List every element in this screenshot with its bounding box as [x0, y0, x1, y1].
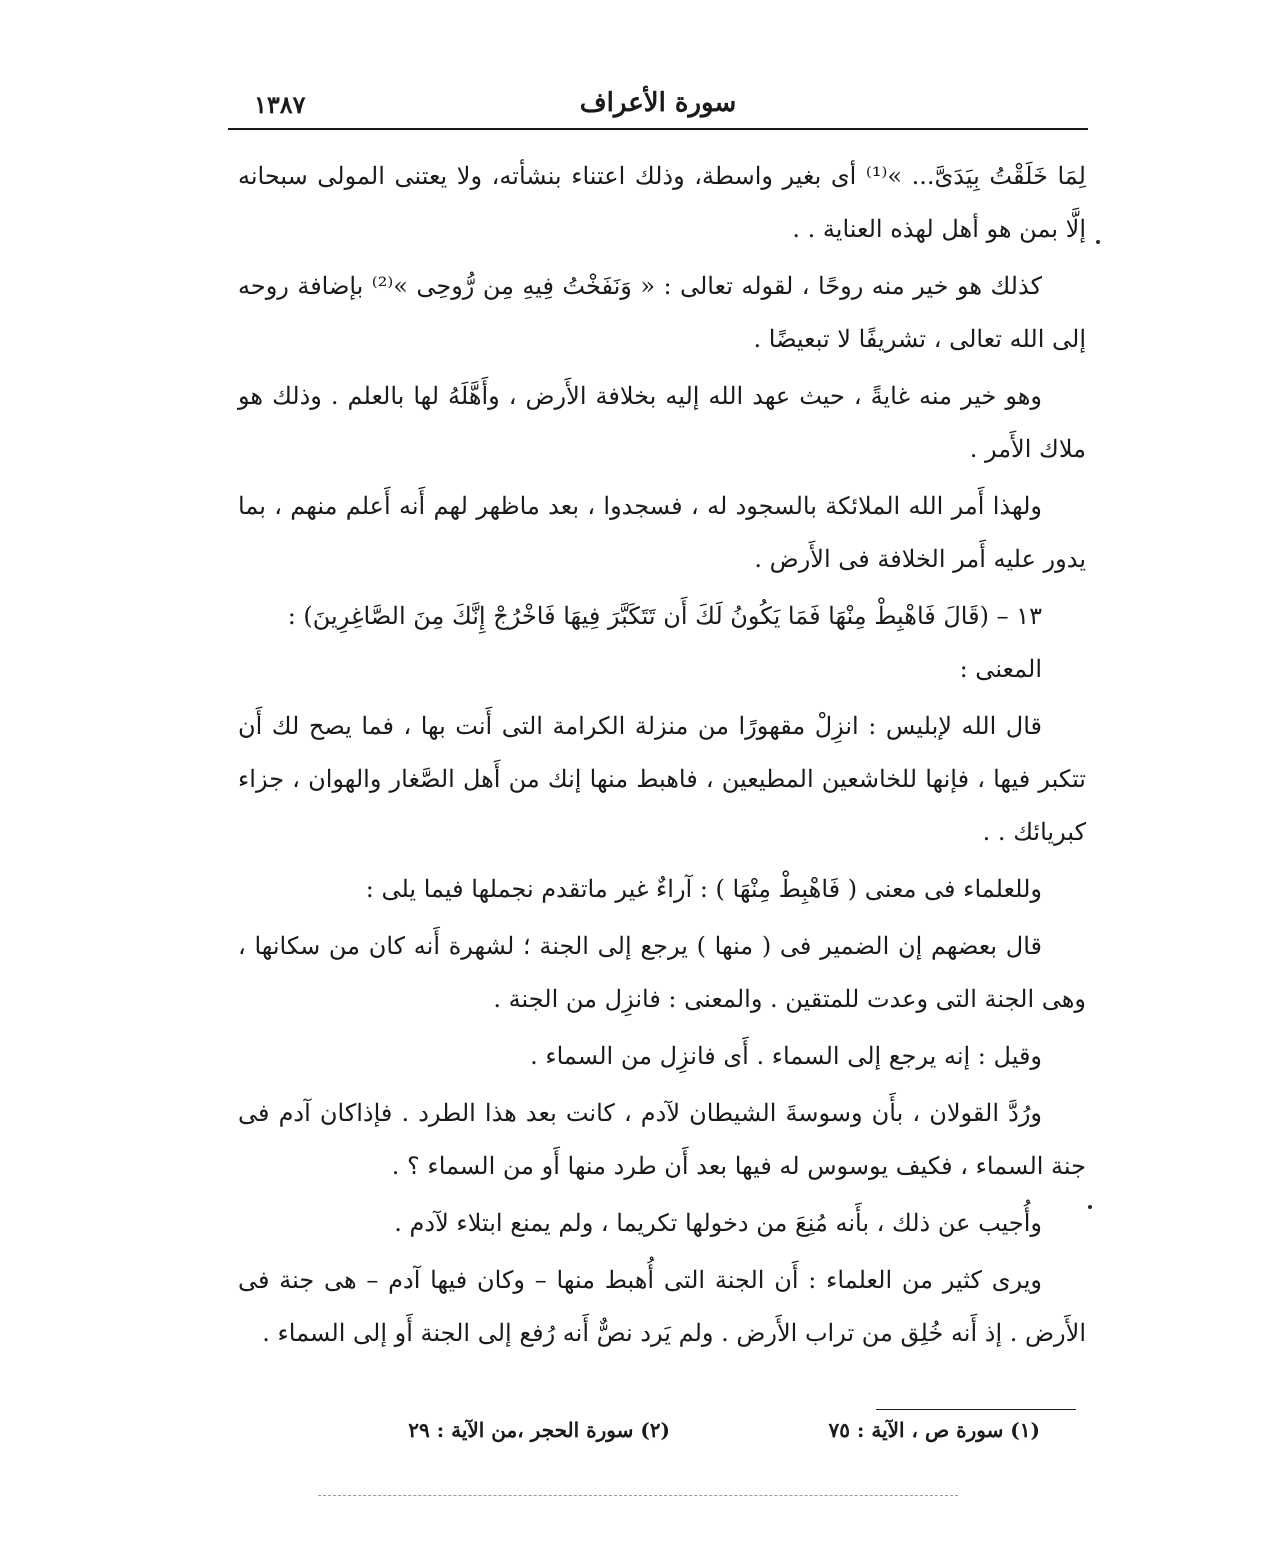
paragraph: وللعلماء فى معنى ( فَاهْبِطْ مِنْهَا ) : آراءٌ غير ماتقدم نجملها فيما يلى : [365, 875, 1042, 903]
paragraph: وهو خير منه غايةً ، حيث عهد الله إليه بخلافة الأَرض ، وأَهَّلَهُ لها بالعلم . وذلك هو ملاك الأَمر . [238, 382, 1086, 463]
paragraph: وقيل : إنه يرجع إلى السماء . أَى فانزِل من السماء . [530, 1042, 1042, 1070]
footnote-2: (٢) سورة الحجر ،من الآية : ٢٩ [408, 1418, 670, 1442]
header-divider [228, 128, 1088, 130]
paragraph: قال بعضهم إن الضمير فى ( منها ) يرجع إلى الجنة ؛ لشهرة أَنه كان من سكانها ، وهى الجنة التى وعدت للمتقين . والمعنى : فانزِل من الجنة . [238, 932, 1086, 1013]
meaning-label: المعنى : [959, 655, 1042, 683]
scan-speck [1088, 1205, 1092, 1209]
paragraph: ولهذا أَمر الله الملائكة بالسجود له ، فسجدوا ، بعد ماظهر لهم أَنه أَعلم منهم ، بما يدور عليه أَمر الخلافة فى الأَرض . [238, 492, 1086, 573]
paragraph: ويرى كثير من العلماء : أَن الجنة التى أُهبط منها – وكان فيها آدم – هى جنة فى الأَرض . إذ أَنه خُلِق من تراب الأَرض . ولم يَرد نصٌّ أَنه رُفع إلى الجنة أَو إلى السماء . [238, 1266, 1086, 1347]
paragraph: لِمَا خَلَقْتُ بِيَدَىَّ... »⁽¹⁾ أى بغير واسطة، وذلك اعتناء بنشأته، ولا يعتنى المولى سبحانه إلَّا بمن هو أهل لهذه العناية . . [238, 162, 1086, 243]
footnotes [380, 1418, 1040, 1448]
page-number: ١٣٨٧ [254, 90, 306, 119]
paragraph: وأُجيب عن ذلك ، بأَنه مُنِعَ من دخولها تكريما ، ولم يمنع ابتلاء لآدم . [394, 1209, 1042, 1237]
footnote-1: (١) سورة ص ، الآية : ٧٥ [828, 1418, 1040, 1442]
body-text [238, 150, 1086, 1364]
paragraph: ورُدَّ القولان ، بأَن وسوسةَ الشيطان لآدم ، كانت بعد هذا الطرد . فإذاكان آدم فى جنة السماء ، فكيف يوسوس له فيها بعد أَن طرد منها أَو من السماء ؟ . [238, 1099, 1086, 1180]
footnote-divider [876, 1409, 1076, 1410]
paragraph: كذلك هو خير منه روحًا ، لقوله تعالى : « وَنَفَخْتُ فِيهِ مِن رُّوحِى »⁽²⁾ بإضافة روحه إلى الله تعالى ، تشريفًا لا تبعيضًا . [238, 272, 1086, 353]
page-header [228, 78, 1088, 128]
verse-heading: ١٣ – (قَالَ فَاهْبِطْ مِنْهَا فَمَا يَكُونُ لَكَ أَن تَتَكَبَّرَ فِيهَا فَاخْرُجْ إِنَّكَ مِنَ الصَّاغِرِينَ) : [287, 602, 1042, 630]
scan-edge-line [318, 1495, 958, 1496]
scan-speck [1096, 240, 1100, 244]
page-title: سورة الأعراف [579, 88, 737, 118]
paragraph: قال الله لإبليس : انزِلْ مقهورًا من منزلة الكرامة التى أَنت بها ، فما يصح لك أَن تتكبر فيها ، فإنها للخاشعين المطيعين ، فاهبط منها إنك من أَهل الصَّغار والهوان ، جزاء كبريائك . . [238, 712, 1086, 846]
